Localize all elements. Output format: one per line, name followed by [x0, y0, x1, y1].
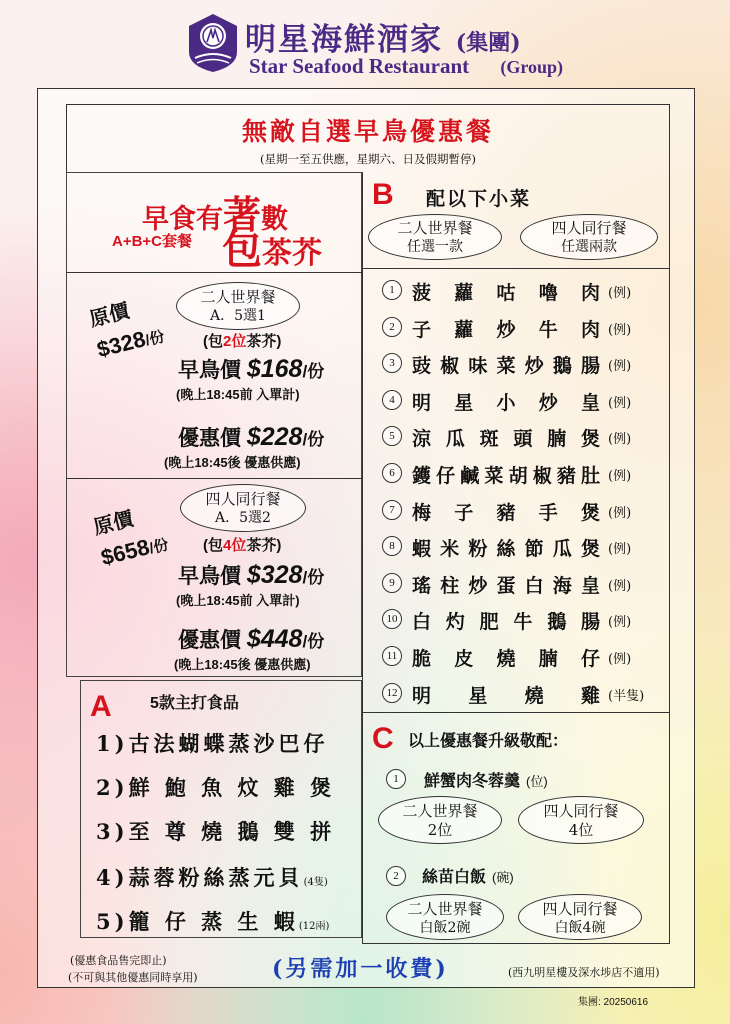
- breakfast-title-post: 數: [261, 204, 288, 235]
- b-item-char: 子: [412, 318, 432, 341]
- incl-num: 2位: [223, 333, 247, 350]
- c-item2-name: [422, 864, 514, 887]
- b-item-char: 腸: [580, 355, 600, 378]
- b-item-char: 腩: [547, 428, 567, 451]
- c-item2-number: 2: [386, 866, 406, 886]
- four-set-deal-note: (晚上18:45後 優惠供應): [174, 657, 311, 672]
- b-item-unit: (例): [608, 652, 632, 667]
- divider-sets: [66, 478, 362, 479]
- c2-four-qty: 白飯4碗: [554, 920, 606, 936]
- footer-exclusion-note: (西九明星樓及深水埗店不適用): [508, 966, 660, 979]
- b-item-char: 鹹: [460, 465, 480, 487]
- b-item-char: 手: [538, 501, 558, 524]
- c1-four-qty: 4位: [568, 821, 594, 839]
- b-item-char: 白: [412, 611, 432, 634]
- two-set-name: 二人世界餐: [200, 288, 276, 306]
- b-four-name: 四人同行餐: [551, 219, 627, 237]
- b-item-char: 蘿: [454, 318, 474, 341]
- b-item-char: 椒: [440, 355, 460, 378]
- orig-label: 原價: [87, 300, 132, 332]
- c-item1-two-oval: [378, 796, 502, 844]
- promo-title: 無敵自選早鳥優惠餐: [241, 117, 494, 146]
- c-item1-number: 1: [386, 769, 406, 789]
- name-en-text: Star Seafood Restaurant: [249, 54, 470, 78]
- b-item-char: 絲: [496, 538, 516, 561]
- b-item-char: 小: [496, 391, 516, 414]
- b-item-char: 斑: [479, 428, 499, 451]
- divider-b-bottom: [362, 712, 670, 713]
- b-item-char: 炒: [538, 391, 558, 414]
- b-item-char: 菜: [484, 465, 504, 487]
- b-item-name: [412, 571, 600, 598]
- early-label: 早鳥價: [178, 359, 241, 382]
- list-item: [96, 728, 329, 758]
- b-item-char: 海: [552, 574, 572, 597]
- two-set-early-note: (晚上18:45前 入單計): [176, 387, 300, 402]
- b-item-char: 炒: [496, 318, 516, 341]
- b-item-unit: (例): [608, 395, 632, 411]
- b-item-name: [412, 534, 600, 561]
- deal-unit: /份: [302, 430, 325, 449]
- restaurant-logo-icon: [185, 12, 241, 74]
- two-set-early-price: [178, 354, 324, 384]
- four-person-set-oval: [180, 484, 306, 532]
- b-item-number: 12: [382, 683, 402, 703]
- c-item1-name: [424, 768, 548, 791]
- incl-post: 茶芥): [246, 537, 282, 554]
- b-item-char: 咕: [496, 282, 516, 304]
- a-item-unit: (12兩): [298, 921, 330, 932]
- b-item-char: 灼: [445, 611, 465, 634]
- list-item: [382, 278, 672, 302]
- list-item: [382, 644, 672, 668]
- section-a-letter: A: [90, 690, 112, 723]
- list-item: [382, 424, 672, 451]
- b-item-name: [412, 424, 600, 451]
- two-set-deal-price: [178, 422, 324, 452]
- incl-post: 茶芥): [246, 333, 282, 350]
- b-two-name: 二人世界餐: [397, 219, 473, 237]
- b-item-char: 瑤: [412, 574, 432, 597]
- section-a-title: 5款主打食品: [150, 695, 239, 712]
- b-item-char: 煲: [580, 428, 600, 451]
- list-item: [382, 388, 672, 412]
- b-item-char: 肉: [580, 282, 600, 304]
- b-item-char: 味: [468, 355, 488, 378]
- breakfast-title-pre: 早食有: [141, 204, 223, 235]
- list-item: [382, 607, 672, 634]
- b-item-name: [412, 498, 600, 525]
- list-item: [96, 816, 335, 846]
- b-item-char: 煲: [580, 501, 600, 524]
- c2-two-name: 二人世界餐: [407, 900, 483, 918]
- a-item-name: 蒜蓉粉絲蒸元貝: [128, 865, 304, 890]
- promo-note: (星期一至五供應，星期六、日及假期暫停): [260, 152, 476, 166]
- two-person-set-oval: [176, 282, 300, 330]
- orig-unit: /份: [147, 536, 171, 558]
- four-set-tea-included: [203, 534, 281, 555]
- b-item-name: [412, 351, 600, 378]
- b-item-char: 胡: [508, 465, 528, 487]
- b-item-char: 蘿: [454, 282, 474, 304]
- c1-two-qty: 2位: [427, 821, 453, 839]
- b-item-char: 瓜: [445, 428, 465, 451]
- restaurant-header: [185, 12, 585, 80]
- b-item-char: 雞: [580, 684, 600, 707]
- b-item-number: 1: [382, 280, 402, 300]
- a-item-number: 2): [96, 775, 129, 800]
- b-item-number: 2: [382, 317, 402, 337]
- a-item-name: 鮮 鮑 魚 炆 雞 煲: [128, 775, 336, 800]
- b-item-number: 9: [382, 573, 402, 593]
- tea-included-label: [222, 218, 322, 275]
- a-item-name: 至 尊 燒 鵝 雙 拼: [128, 819, 336, 844]
- c-item1-unit: (位): [526, 774, 548, 789]
- b-item-char: 仔: [436, 465, 456, 487]
- abc-set-label: A+B+C套餐: [112, 233, 193, 250]
- b-item-name: [412, 607, 600, 634]
- b-item-name: [412, 681, 600, 708]
- b-item-char: 瓜: [552, 538, 572, 561]
- b-item-char: 炒: [468, 574, 488, 597]
- b-item-char: 涼: [412, 428, 432, 451]
- b-item-unit: (例): [608, 615, 632, 631]
- a-item-name: 籠 仔 蒸 生 蝦: [128, 909, 299, 934]
- section-a-box: [80, 680, 362, 938]
- section-c-letter: C: [372, 722, 394, 755]
- b-item-unit: (半隻): [608, 688, 645, 704]
- b-item-char: 皇: [580, 574, 600, 597]
- b-two-choice: 任選一款: [407, 239, 463, 255]
- c1-two-name: 二人世界餐: [402, 802, 478, 820]
- b-item-char: 豉: [412, 355, 432, 378]
- four-set-early-price: [178, 560, 324, 590]
- divider-column: [362, 172, 363, 944]
- a-item-name: 古法蝴蝶蒸沙巴仔: [128, 731, 329, 756]
- early-price: $328: [246, 561, 303, 589]
- b-item-unit: (例): [608, 432, 632, 448]
- b-item-char: 粉: [468, 538, 488, 561]
- b-item-char: 明: [412, 684, 432, 707]
- orig-price: $658: [98, 534, 153, 571]
- list-item: [382, 461, 672, 485]
- b-item-char: 柱: [440, 574, 460, 597]
- b-item-unit: (例): [608, 578, 632, 594]
- b-item-char: 星: [468, 684, 488, 707]
- b-item-char: 仔: [580, 648, 600, 670]
- a-item-number: 1): [96, 731, 129, 756]
- list-item: [382, 315, 672, 339]
- c2-four-name: 四人同行餐: [542, 900, 618, 918]
- deal-price: $228: [246, 423, 303, 451]
- list-item: [96, 772, 335, 802]
- group-zh-text: (集團): [455, 30, 521, 56]
- b-item-char: 頭: [513, 428, 533, 451]
- b-item-char: 梅: [412, 501, 432, 524]
- section-c-title: 以上優惠餐升級敬配：: [408, 733, 569, 750]
- b-item-number: 6: [382, 463, 402, 483]
- section-b-two-oval: [368, 214, 502, 260]
- frame-inner-border: [66, 104, 670, 105]
- orig-price: $328: [94, 326, 149, 363]
- restaurant-name-en: [249, 54, 563, 79]
- b-item-char: 米: [440, 538, 460, 561]
- b-item-char: 子: [454, 501, 474, 524]
- b-item-char: 鵝: [552, 355, 572, 378]
- deal-price: $448: [246, 625, 303, 653]
- c-item2-label: 絲苗白飯: [422, 869, 487, 886]
- c2-two-qty: 白飯2碗: [419, 920, 471, 936]
- section-b-four-oval: [520, 214, 658, 260]
- a-item-unit: (4隻): [303, 877, 328, 888]
- breakfast-title-big: 著: [222, 192, 261, 237]
- b-item-number: 3: [382, 353, 402, 373]
- b-item-char: 肉: [580, 318, 600, 341]
- two-set-choice: A．5選1: [210, 308, 266, 324]
- incl-pre: (包: [203, 333, 223, 350]
- b-item-char: 燒: [496, 648, 516, 670]
- b-item-name: [412, 461, 600, 488]
- c-item2-two-oval: [386, 894, 504, 940]
- b-item-char: 蝦: [412, 538, 432, 561]
- list-item: [382, 571, 672, 595]
- c-item2-unit: (碗): [492, 870, 514, 885]
- list-item: [96, 862, 328, 892]
- b-item-char: 蛋: [496, 574, 516, 597]
- b-item-unit: (例): [608, 322, 632, 338]
- b-item-char: 明: [412, 391, 432, 414]
- a-item-number: 3): [96, 819, 129, 844]
- b-item-char: 豬: [496, 501, 516, 524]
- b-item-char: 菜: [496, 355, 516, 378]
- b-item-char: 星: [454, 391, 474, 414]
- c-item1-label: 鮮蟹肉冬蓉羹: [424, 773, 521, 790]
- orig-label: 原價: [91, 508, 136, 540]
- list-item: [96, 906, 329, 936]
- b-item-char: 煲: [580, 538, 600, 561]
- b-item-unit: (例): [608, 505, 632, 521]
- deal-unit: /份: [302, 632, 325, 651]
- early-label: 早鳥價: [178, 565, 241, 588]
- b-item-number: 8: [382, 536, 402, 556]
- deal-label: 優惠價: [178, 629, 241, 652]
- b-item-unit: (例): [608, 286, 632, 301]
- extra-charge-note: (另需加一收費): [272, 956, 449, 982]
- a-item-number: 4): [96, 865, 129, 890]
- list-item: [382, 681, 672, 705]
- b-item-char: 炒: [524, 355, 544, 378]
- b-item-number: 4: [382, 390, 402, 410]
- c1-four-name: 四人同行餐: [543, 802, 619, 820]
- four-set-choice: A．5選2: [215, 510, 271, 526]
- section-b-letter: B: [372, 178, 394, 211]
- c-item1-four-oval: [518, 796, 644, 844]
- c-item2-four-oval: [518, 894, 642, 940]
- list-item: [382, 351, 672, 378]
- b-item-number: 11: [382, 646, 402, 666]
- b-item-unit: (例): [608, 469, 632, 484]
- frame-inner-border-bottom: [362, 943, 670, 944]
- b-item-char: 皮: [454, 648, 474, 670]
- b-item-char: 牛: [513, 611, 533, 634]
- list-item: [382, 534, 672, 561]
- b-item-char: 嚕: [538, 282, 558, 304]
- frame-inner-border-right: [669, 104, 670, 944]
- divider-b-top: [362, 268, 670, 269]
- b-item-char: 椒: [532, 465, 552, 487]
- b-item-char: 豬: [556, 465, 576, 487]
- section-b-title: 配以下小菜: [426, 188, 532, 210]
- b-item-char: 牛: [538, 318, 558, 341]
- b-item-char: 腩: [538, 648, 558, 670]
- b-item-number: 5: [382, 426, 402, 446]
- b-item-char: 肚: [580, 465, 600, 487]
- b-item-char: 節: [524, 538, 544, 561]
- incl-num: 4位: [223, 537, 247, 554]
- menu-code: 集團: 20250616: [578, 997, 649, 1008]
- restaurant-name-zh: [245, 14, 521, 59]
- four-set-name: 四人同行餐: [205, 490, 281, 508]
- group-en-text: (Group): [500, 57, 564, 77]
- b-item-unit: (例): [608, 359, 632, 375]
- early-unit: /份: [302, 568, 325, 587]
- deal-label: 優惠價: [178, 427, 241, 450]
- early-price: $168: [246, 355, 303, 383]
- b-item-name: [412, 278, 600, 305]
- b-item-char: 鵝: [547, 611, 567, 634]
- b-item-char: 鑊: [412, 465, 432, 487]
- b-item-name: [412, 388, 600, 415]
- b-item-char: 菠: [412, 282, 432, 304]
- four-set-early-note: (晚上18:45前 入單計): [176, 593, 300, 608]
- four-set-deal-price: [178, 624, 324, 654]
- b-item-char: 脆: [412, 648, 432, 670]
- name-zh-text: 明星海鮮酒家: [245, 22, 443, 58]
- b-item-name: [412, 315, 600, 342]
- early-unit: /份: [302, 362, 325, 381]
- tea-text: 茶芥: [262, 236, 322, 271]
- b-item-char: 皇: [580, 391, 600, 414]
- a-item-number: 5): [96, 909, 129, 934]
- b-item-char: 白: [524, 574, 544, 597]
- b-item-unit: (例): [608, 542, 632, 558]
- b-item-name: [412, 644, 600, 671]
- two-set-tea-included: [203, 330, 281, 351]
- b-item-char: 腸: [580, 611, 600, 634]
- b-item-number: 10: [382, 609, 402, 629]
- orig-unit: /份: [143, 328, 167, 350]
- b-four-choice: 任選兩款: [561, 239, 617, 255]
- b-item-char: 燒: [524, 684, 544, 707]
- two-set-deal-note: (晚上18:45後 優惠供應): [164, 455, 301, 470]
- footer-no-combine-note: (不可與其他優惠同時享用): [68, 971, 198, 984]
- b-item-char: 肥: [479, 611, 499, 634]
- footer-sold-out-note: (優惠食品售完即止): [70, 954, 167, 967]
- b-item-number: 7: [382, 500, 402, 520]
- incl-pre: (包: [203, 537, 223, 554]
- list-item: [382, 498, 672, 522]
- bao-text: 包: [222, 226, 262, 273]
